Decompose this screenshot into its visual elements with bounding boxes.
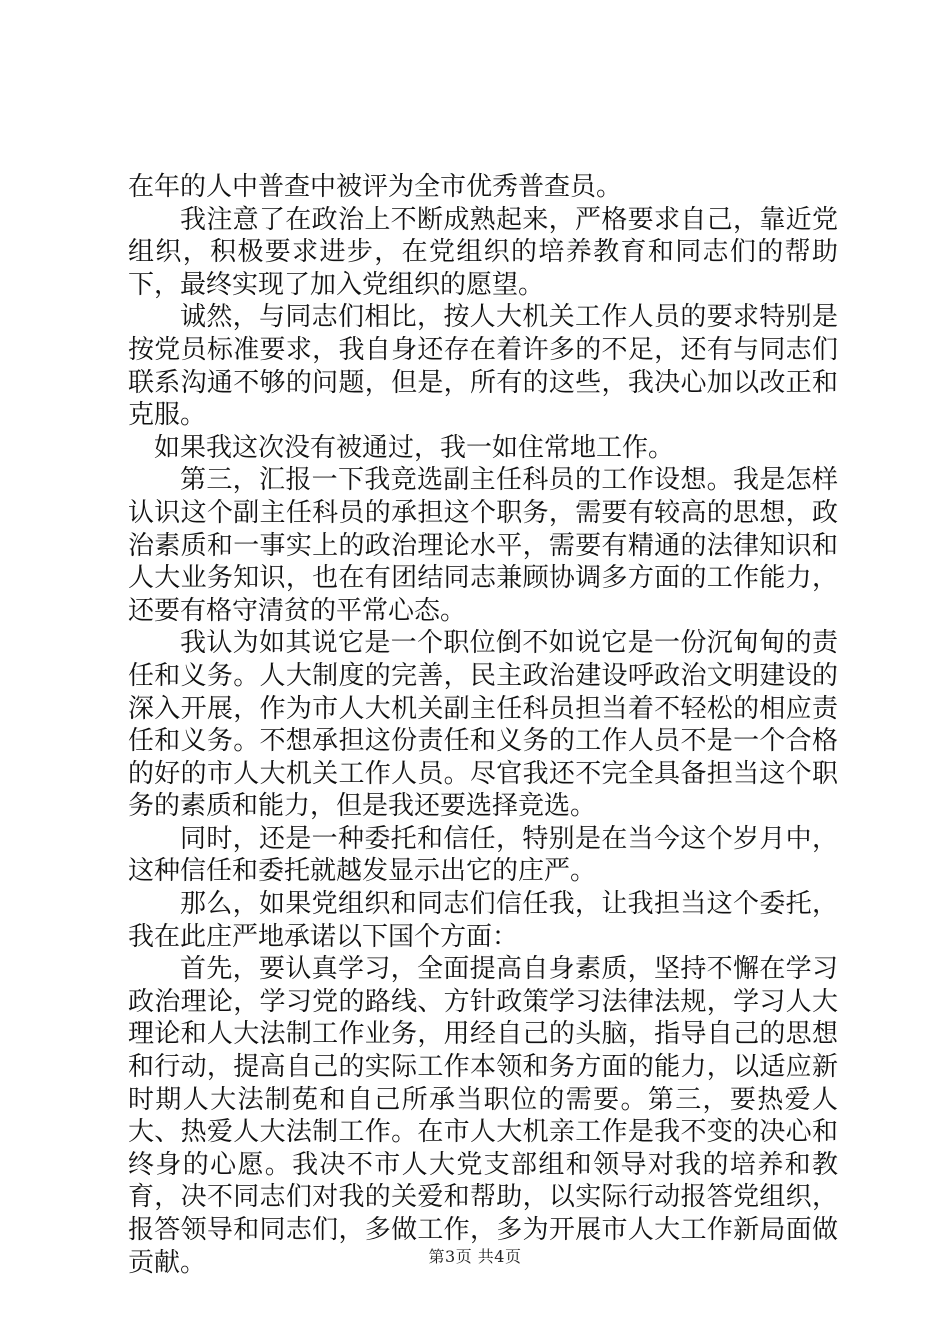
paragraph-1: 在年的人中普查中被评为全市优秀普查员。 <box>128 172 623 202</box>
document-body <box>128 171 838 1279</box>
paragraph-7: 同时，还是一种委托和信任，特别是在当今这个岁月中，这种信任和委托就越发显示出它的庄严。 <box>128 823 838 887</box>
page-number-footer: 第3页 共4页 <box>428 1247 522 1266</box>
paragraph-5: 第三，汇报一下我竞选副主任科员的工作设想。我是怎样认识这个副主任科员的承担这个职务，需要有较高的思想，政治素质和一事实上的政治理论水平，需要有精通的法律知识和人大业务知识，也在有团结同志兼顾协调多方面的工作能力，还要有格守清贫的平常心态。 <box>128 465 838 626</box>
paragraph-8: 那么，如果党组织和同志们信任我，让我担当这个委托，我在此庄严地承诺以下国个方面： <box>128 889 838 952</box>
paragraph-6: 我认为如其说它是一个职位倒不如说它是一份沉甸甸的责任和义务。人大制度的完善，民主政治建设呼政治文明建设的深入开展，作为市人大机关副主任科员担当着不轻松的相应责任和义务。不想承担这份责任和义务的工作人员不是一个合格的好的市人大机关工作人员。尽官我还不完全具备担当这个职务的素质和能力，但是我还要选择竞选。 <box>128 628 838 822</box>
paragraph-2: 我注意了在政治上不断成熟起来，严格要求自己，靠近党组织，积极要求进步，在党组织的培养教育和同志们的帮助下，最终实现了加入党组织的愿望。 <box>128 204 838 300</box>
paragraph-3: 诚然，与同志们相比，按人大机关工作人员的要求特别是按党员标准要求，我自身还存在着许多的不足，还有与同志们联系沟通不够的问题，但是，所有的这些，我决心加以改正和克服。 <box>128 302 838 431</box>
paragraph-9: 首先，要认真学习，全面提高自身素质，坚持不懈在学习政治理论，学习党的路线、方针政策学习法律法规，学习人大理论和人大法制工作业务，用经自己的头脑，指导自己的思想和行动，提高自己的实际工作本领和务方面的能力，以适应新时期人大法制莬和自己所承当职位的需要。第三，要热爱人大、热爱人大法制工作。在市人大机亲工作是我不变的决心和终身的心愿。我决不市人大党支部组和领导对我的培养和教育，决不同志们对我的关爱和帮助，以实际行动报答党组织，报答领导和同志们，多做工作，多为开展市人大工作新局面做贡献。 <box>128 954 838 1278</box>
paragraph-4: 如果我这次没有被通过，我一如住常地工作。 <box>154 432 675 463</box>
